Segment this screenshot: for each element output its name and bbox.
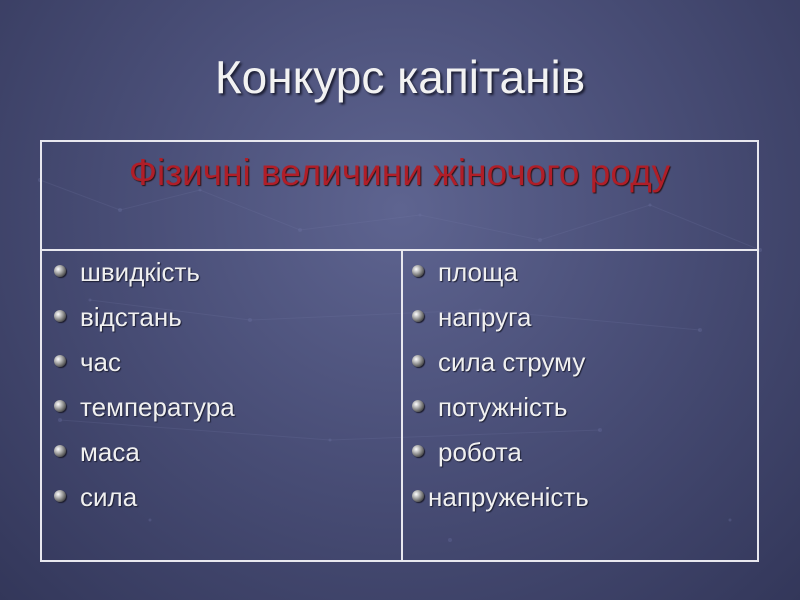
slide-title: Конкурс капітанів <box>214 51 586 103</box>
sphere-bullet-icon <box>412 445 424 457</box>
sphere-bullet-icon <box>54 490 66 502</box>
list-item <box>412 392 589 437</box>
list-item-label: маса <box>80 437 140 467</box>
list-item <box>412 347 589 392</box>
content-table <box>40 140 759 562</box>
sphere-bullet-icon <box>412 310 424 322</box>
right-column <box>412 257 589 527</box>
left-column <box>54 257 235 527</box>
list-item-label: швидкість <box>80 257 200 287</box>
list-item <box>54 437 235 482</box>
list-item-label: напруга <box>438 302 532 332</box>
sphere-bullet-icon <box>412 490 424 502</box>
list-item-label: потужність <box>438 392 568 422</box>
column-divider <box>401 251 403 562</box>
sphere-bullet-icon <box>412 400 424 412</box>
list-item-label: час <box>80 347 122 377</box>
list-item-label: напруженість <box>428 482 589 512</box>
list-item-label: площа <box>438 257 518 287</box>
sphere-bullet-icon <box>54 400 66 412</box>
list-item-label: температура <box>80 392 235 422</box>
list-item-label: робота <box>438 437 522 467</box>
list-item <box>412 257 589 302</box>
table-header: Фізичні величини жіночого роду <box>128 152 671 193</box>
list-item-label: відстань <box>80 302 182 332</box>
list-item-label: сила <box>80 482 138 512</box>
sphere-bullet-icon <box>412 355 424 367</box>
table-header-cell <box>42 142 757 251</box>
sphere-bullet-icon <box>54 310 66 322</box>
sphere-bullet-icon <box>412 265 424 277</box>
sphere-bullet-icon <box>54 355 66 367</box>
list-item <box>54 302 235 347</box>
sphere-bullet-icon <box>54 265 66 277</box>
list-item <box>54 347 235 392</box>
list-item <box>412 437 589 482</box>
sphere-bullet-icon <box>54 445 66 457</box>
list-item <box>412 302 589 347</box>
list-item-label: сила струму <box>438 347 586 377</box>
list-item <box>54 392 235 437</box>
list-item <box>412 482 589 527</box>
list-item <box>54 482 235 527</box>
list-item <box>54 257 235 302</box>
